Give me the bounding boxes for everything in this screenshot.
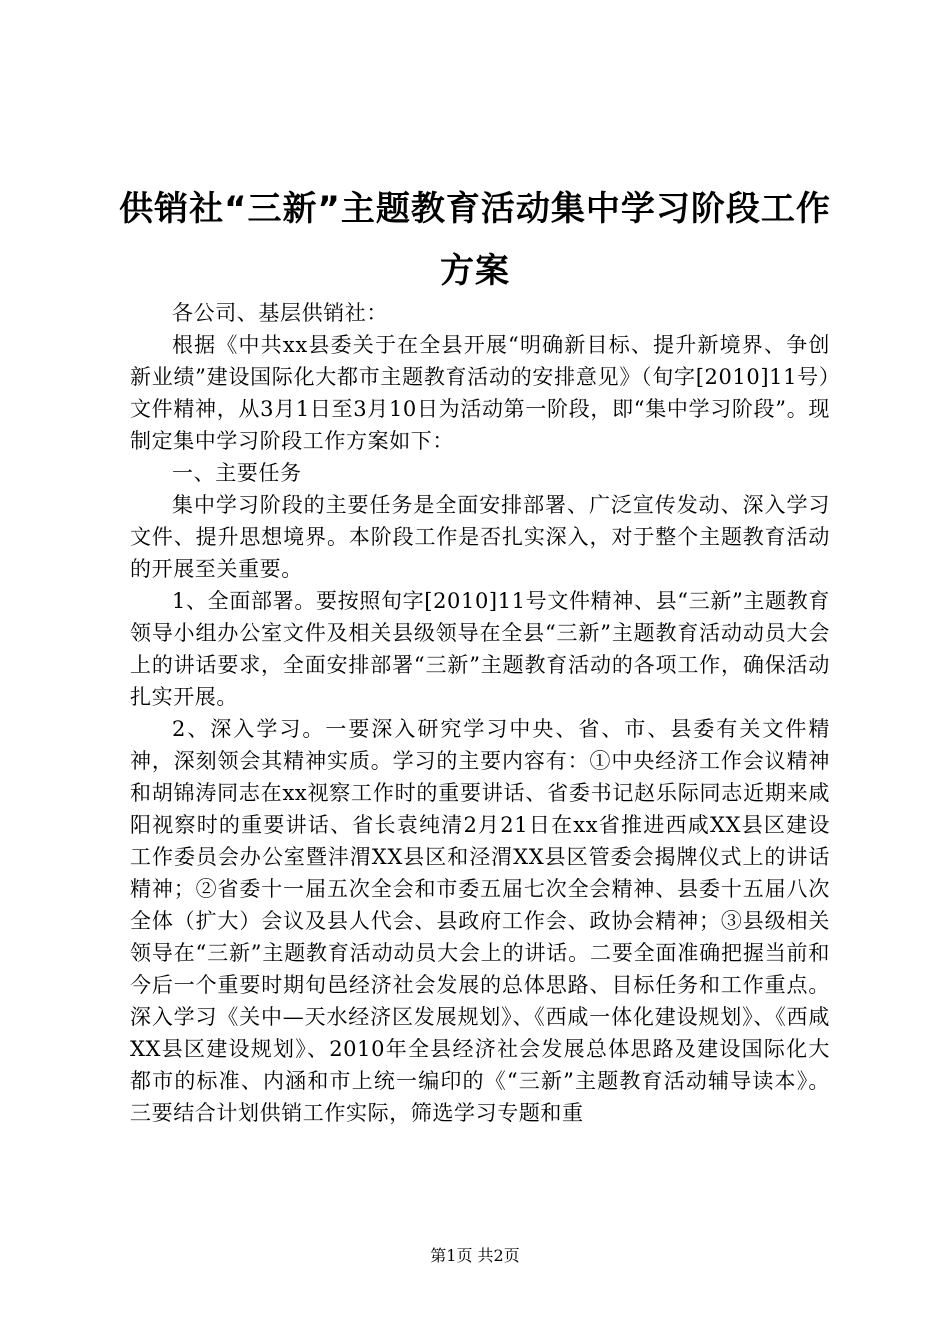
task-item-deployment: 1、全面部署。要按照旬字[2010]11号文件精神、县“三新”主题教育领导小组办公室文件及相关县级领导在全县“三新”主题教育活动动员大会上的讲话要求，全面安排部署“三新”主题教育活动的各项工作，确保活动扎实开展。 <box>130 589 830 709</box>
document-body <box>130 297 830 1129</box>
page-footer: 第1页 共2页 <box>430 1246 520 1265</box>
intro-paragraph: 根据《中共xx县委关于在全县开展“明确新目标、提升新境界、争创新业绩”建设国际化大都市主题教育活动的安排意见》（旬字[2010]11号）文件精神，从3月1日至3月10日为活动第一阶段，即“集中学习阶段”。现制定集中学习阶段工作方案如下： <box>130 333 830 453</box>
task-item-study: 2、深入学习。一要深入研究学习中央、省、市、县委有关文件精神，深刻领会其精神实质。学习的主要内容有：①中央经济工作会议精神和胡锦涛同志在xx视察工作时的重要讲话、省委书记赵乐际同志近期来咸阳视察时的重要讲话、省长袁纯清2月21日在xx省推进西咸XX县区建设工作委员会办公室暨沣渭XX县区和泾渭XX县区管委会揭牌仪式上的讲话精神；②省委十一届五次全会和市委五届七次全会精神、县委十五届八次全体（扩大）会议及县人代会、县政府工作会、政协会精神；③县级相关领导在“三新”主题教育活动动员大会上的讲话。二要全面准确把握当前和今后一个重要时期旬邑经济社会发展的总体思路、目标任务和工作重点。深入学习《关中—天水经济区发展规划》、《西咸一体化建设规划》、《西咸XX县区建设规划》、2010年全县经济社会发展总体思路及建设国际化大都市的标准、内涵和市上统一编印的《“三新”主题教育活动辅导读本》。三要结合计划供销工作实际，筛选学习专题和重 <box>130 717 830 1125</box>
section-heading-main-tasks: 一、主要任务 <box>172 461 302 485</box>
main-tasks-paragraph: 集中学习阶段的主要任务是全面安排部署、广泛宣传发动、深入学习文件、提升思想境界。本阶段工作是否扎实深入，对于整个主题教育活动的开展至关重要。 <box>130 493 830 581</box>
salutation-paragraph: 各公司、基层供销社： <box>172 301 388 325</box>
document-title: 供销社“三新”主题教育活动集中学习阶段工作方案 <box>119 189 831 291</box>
